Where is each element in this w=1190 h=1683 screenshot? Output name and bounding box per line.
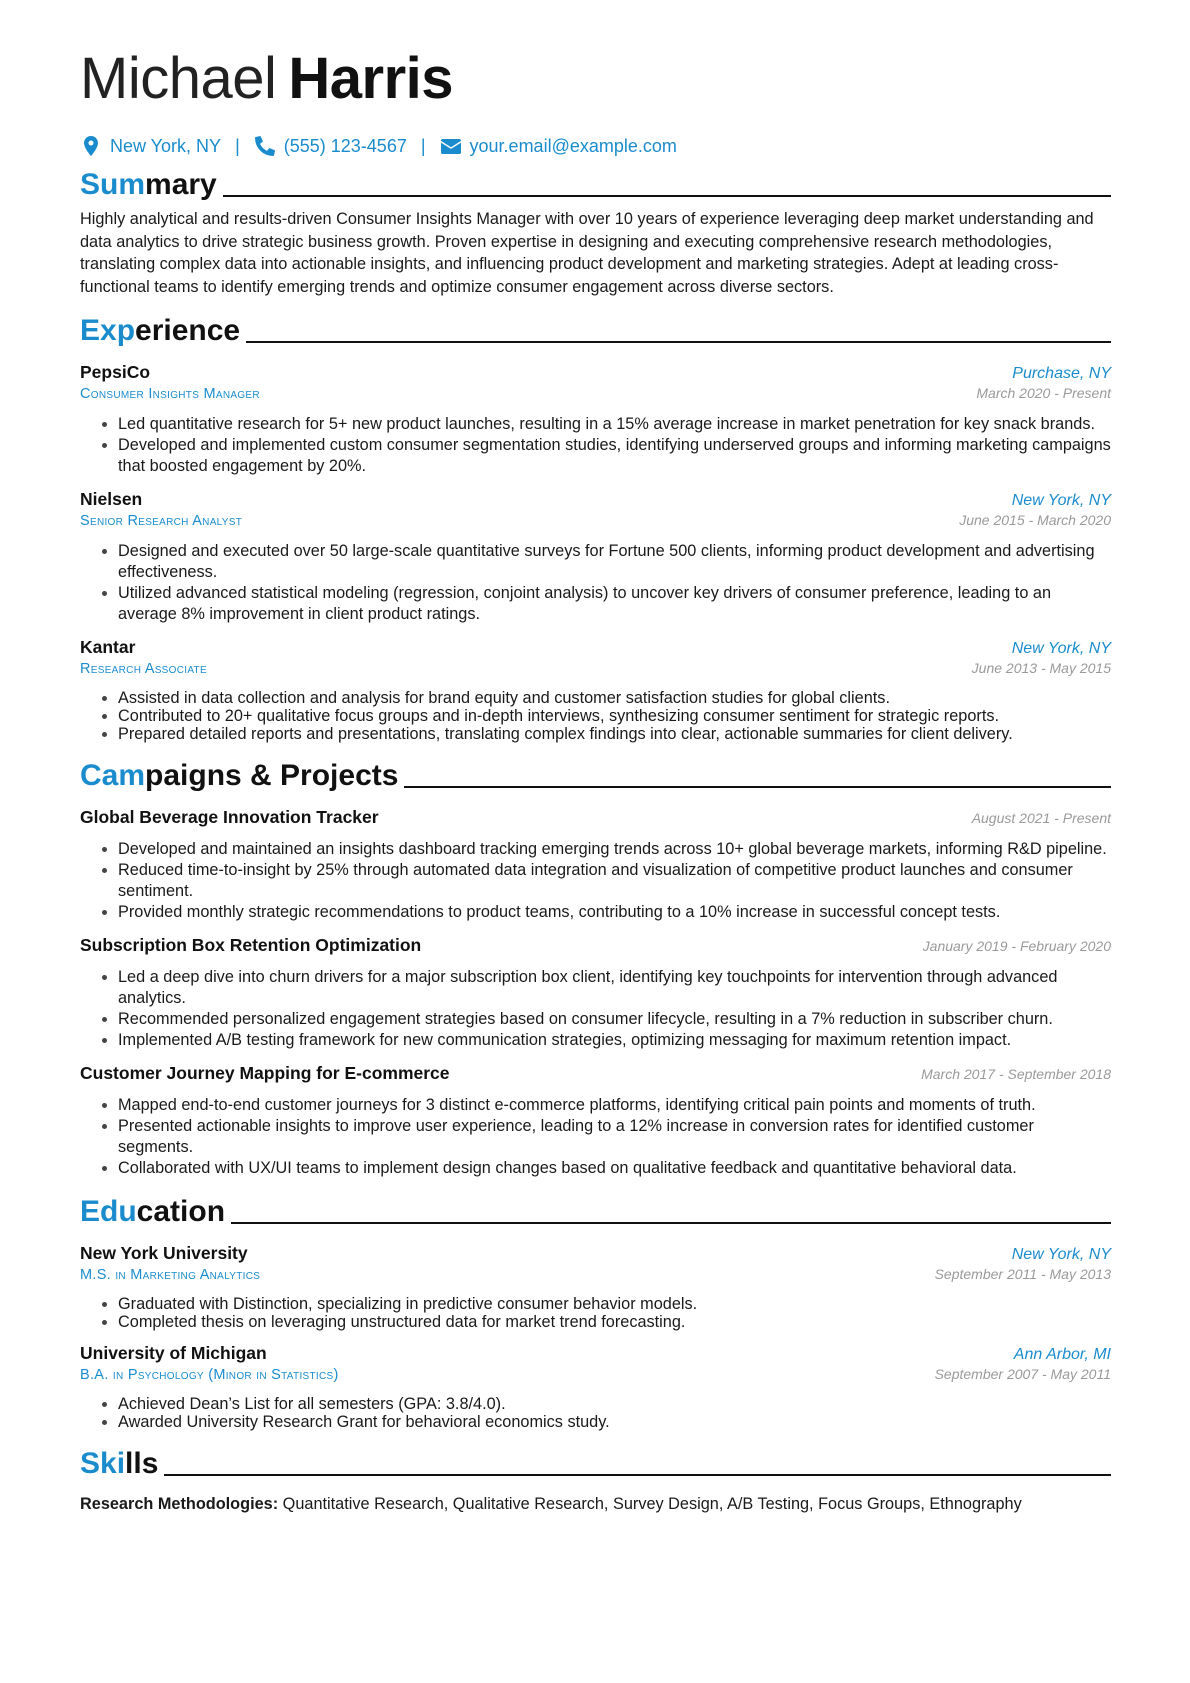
school-dates: September 2007 - May 2011 <box>934 1366 1111 1382</box>
contact-line <box>80 132 1111 160</box>
skills-section <box>80 1443 1111 1515</box>
project-title: Global Beverage Innovation Tracker <box>80 807 379 827</box>
job-title: Research Associate <box>80 661 207 677</box>
project-entry <box>80 1061 1111 1179</box>
bullet-list <box>80 689 1111 743</box>
bullet-item: • Provided monthly strategic recommendations to product teams, contributing to a 10% increase in successful concept tests. <box>118 902 1111 923</box>
section-title: Summary <box>80 168 217 201</box>
phone-text: (555) 123-4567 <box>283 135 407 156</box>
project-dates: January 2019 - February 2020 <box>922 938 1111 954</box>
phone-icon <box>254 135 276 157</box>
email-link[interactable]: your.email@example.com <box>469 135 677 156</box>
section-title: Experience <box>80 314 241 347</box>
section-rule <box>164 1474 1111 1476</box>
bullet-item: • Utilized advanced statistical modeling (regression, conjoint analysis) to uncover key drivers of consumer preference, leading to an average 8% improvement in client product ratings. <box>118 583 1111 625</box>
bullet-list <box>80 541 1111 625</box>
bullet-item: • Completed thesis on leveraging unstructured data for market trend forecasting. <box>118 1313 1111 1331</box>
bullet-item: • Developed and maintained an insights dashboard tracking emerging trends across 10+ global beverage markets, informing R&D pipeline. <box>118 839 1111 860</box>
bullet-item: • Implemented A/B testing framework for new communication strategies, optimizing messaging for maximum retention impact. <box>118 1030 1111 1051</box>
education-heading <box>80 1191 1111 1231</box>
bullet-list <box>80 839 1111 923</box>
project-title: Customer Journey Mapping for E-commerce <box>80 1063 450 1083</box>
project-dates: August 2021 - Present <box>971 810 1111 826</box>
school-location: New York, NY <box>1011 1246 1111 1263</box>
bullet-list <box>80 967 1111 1051</box>
school-location: Ann Arbor, MI <box>1013 1346 1111 1363</box>
bullet-item: • Mapped end-to-end customer journeys for 3 distinct e-commerce platforms, identifying critical pain points and moments of truth. <box>118 1095 1111 1116</box>
degree: M.S. in Marketing Analytics <box>80 1267 261 1283</box>
job-title: Consumer Insights Manager <box>80 386 260 402</box>
job-location: Purchase, NY <box>1012 365 1111 382</box>
location-text: New York, NY <box>110 135 222 156</box>
bullet-item: • Prepared detailed reports and presentations, translating complex findings into clear, actionable summaries for client delivery. <box>118 725 1111 743</box>
skills-heading <box>80 1443 1111 1483</box>
company-name: Kantar <box>80 637 136 657</box>
bullet-item: • Presented actionable insights to improve user experience, leading to a 12% increase in conversion rates for identified customer segments. <box>118 1116 1111 1158</box>
job-dates: June 2015 - March 2020 <box>959 512 1111 528</box>
school-name: University of Michigan <box>80 1343 267 1363</box>
job-location: New York, NY <box>1011 640 1111 657</box>
bullet-item: • Contributed to 20+ qualitative focus groups and in-depth interviews, synthesizing consumer sentiment for strategic reports. <box>118 707 1111 725</box>
bullet-item: • Led quantitative research for 5+ new product launches, resulting in a 15% average increase in market penetration for key snack brands. <box>118 414 1111 435</box>
envelope-icon <box>440 135 462 157</box>
school-name: New York University <box>80 1243 248 1263</box>
bullet-item: • Reduced time-to-insight by 25% through automated data integration and visualization of competitive product launches and consumer sentiment. <box>118 860 1111 902</box>
projects-section <box>80 755 1111 1179</box>
section-title: Skills <box>80 1447 159 1480</box>
job-location: New York, NY <box>1011 492 1111 509</box>
company-name: Nielsen <box>80 489 143 509</box>
bullet-item: • Assisted in data collection and analysis for brand equity and customer satisfaction studies for global clients. <box>118 689 1111 707</box>
bullet-item: • Developed and implemented custom consumer segmentation studies, identifying underserved groups and informing marketing campaigns that boosted engagement by 20%. <box>118 435 1111 477</box>
section-rule <box>404 786 1111 788</box>
bullet-item: • Recommended personalized engagement strategies based on consumer lifecycle, resulting in a 7% reduction in subscriber churn. <box>118 1009 1111 1030</box>
projects-heading <box>80 755 1111 795</box>
project-entry <box>80 805 1111 923</box>
section-title: Campaigns & Projects <box>80 759 399 792</box>
first-name: Michael <box>80 46 277 111</box>
bullet-item: • Led a deep dive into churn drivers for a major subscription box client, identifying key touchpoints for intervention through advanced analytics. <box>118 967 1111 1009</box>
project-entry <box>80 933 1111 1051</box>
education-section <box>80 1191 1111 1431</box>
experience-section <box>80 310 1111 743</box>
experience-entry <box>80 635 1111 743</box>
bullet-item: • Collaborated with UX/UI teams to implement design changes based on qualitative feedback and quantitative behavioral data. <box>118 1158 1111 1179</box>
summary-text: Highly analytical and results-driven Consumer Insights Manager with over 10 years of experience leveraging deep market understanding and data analytics to drive strategic business growth. Proven expertise in designing and executing comprehensive research methodologies, translating complex data into actionable insights, and influencing product development and marketing strategies. Adept at leading cross-functional teams to identify emerging trends and optimize consumer engagement across diverse sectors. <box>80 210 1094 296</box>
summary-heading <box>80 164 1111 204</box>
experience-heading <box>80 310 1111 350</box>
experience-entry <box>80 360 1111 477</box>
degree: B.A. in Psychology (Minor in Statistics) <box>80 1367 339 1383</box>
project-title: Subscription Box Retention Optimization <box>80 935 422 955</box>
bullet-list <box>80 1095 1111 1179</box>
bullet-list <box>80 1295 1111 1331</box>
skills-line <box>80 1493 1111 1515</box>
map-pin-icon <box>80 135 102 157</box>
contact-separator: | <box>420 135 426 156</box>
bullet-item: • Awarded University Research Grant for behavioral economics study. <box>118 1413 1111 1431</box>
section-rule <box>246 341 1111 343</box>
section-rule <box>223 195 1111 197</box>
summary-section <box>80 164 1111 298</box>
skills-label: Research Methodologies: <box>80 1495 279 1513</box>
education-entry <box>80 1241 1111 1331</box>
job-title: Senior Research Analyst <box>80 513 243 529</box>
project-dates: March 2017 - September 2018 <box>921 1066 1111 1082</box>
job-dates: March 2020 - Present <box>976 385 1111 401</box>
job-dates: June 2013 - May 2015 <box>971 660 1111 676</box>
bullet-list <box>80 1395 1111 1431</box>
bullet-item: • Achieved Dean’s List for all semesters (GPA: 3.8/4.0). <box>118 1395 1111 1413</box>
skills-value: Quantitative Research, Qualitative Research, Survey Design, A/B Testing, Focus Groups, Ethnography <box>282 1495 1022 1513</box>
bullet-item: • Graduated with Distinction, specializing in predictive consumer behavior models. <box>118 1295 1111 1313</box>
school-dates: September 2011 - May 2013 <box>934 1266 1111 1282</box>
section-title: Education <box>80 1195 226 1228</box>
company-name: PepsiCo <box>80 362 151 382</box>
bullet-item: • Designed and executed over 50 large-scale quantitative surveys for Fortune 500 clients, informing product development and advertising effectiveness. <box>118 541 1111 583</box>
section-rule <box>231 1222 1111 1224</box>
contact-separator: | <box>235 135 240 156</box>
experience-entry <box>80 487 1111 625</box>
last-name: Harris <box>288 46 454 111</box>
bullet-list <box>80 414 1111 477</box>
education-entry <box>80 1341 1111 1431</box>
candidate-name <box>80 40 1111 118</box>
